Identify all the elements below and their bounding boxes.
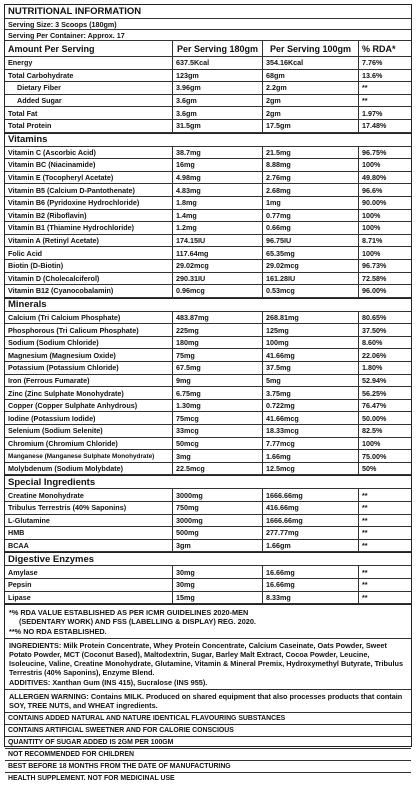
value-rda: ** — [362, 515, 368, 525]
value-rda: 49.80% — [362, 173, 387, 183]
value-rda: 100% — [362, 160, 381, 170]
statement-line: QUANTITY OF SUGAR ADDED IS 2GM PER 100GM — [5, 737, 411, 749]
value-100gm: 1mg — [263, 197, 359, 209]
value-rda: 50% — [362, 464, 377, 474]
value-rda: 100% — [362, 248, 381, 258]
statement-line: BEST BEFORE 18 MONTHS FROM THE DATE OF MANUFACTURING — [5, 761, 411, 773]
nutrient-sections — [5, 133, 411, 605]
value-rda: ** — [362, 580, 368, 590]
nutrient-name: Manganese (Manganese Sulphate Monohydrate) — [5, 450, 173, 462]
nutrient-name: Chromium (Chromium Chloride) — [5, 438, 173, 450]
statement-line: NOT RECOMMENDED FOR CHILDREN — [5, 749, 411, 761]
rda-notes — [5, 604, 411, 639]
value-100gm: 16.66mg — [263, 579, 359, 591]
table-row — [5, 235, 411, 248]
value-180gm: 67.5mg — [173, 362, 263, 374]
value-rda: 90.00% — [362, 198, 387, 208]
nutrient-name: Dietary Fiber — [5, 82, 173, 94]
table-row — [5, 312, 411, 325]
nutrient-name: Creatine Monohydrate — [5, 489, 173, 501]
nutrient-name: Phosphorous (Tri Calicum Phosphate) — [5, 324, 173, 336]
nutrient-name: Added Sugar — [5, 95, 173, 107]
value-180gm: 0.96mcg — [173, 285, 263, 297]
value-100gm: 2gm — [263, 95, 359, 107]
value-100gm: 96.75IU — [263, 235, 359, 247]
table-row — [5, 375, 411, 388]
value-100gm: 0.77mg — [263, 210, 359, 222]
value-rda: 76.47% — [362, 401, 387, 411]
table-row — [5, 463, 411, 476]
value-180gm: 4.98mg — [173, 172, 263, 184]
table-row — [5, 324, 411, 337]
value-rda: 82.5% — [362, 426, 383, 436]
value-100gm: 354.16Kcal — [263, 57, 359, 69]
table-row — [5, 349, 411, 362]
table-row — [5, 579, 411, 592]
value-rda: 1.80% — [362, 363, 383, 373]
value-rda: 96.00% — [362, 286, 387, 296]
nutrient-name: Zinc (Zinc Sulphate Monohydrate) — [5, 387, 173, 399]
serving-size: Serving Size: 3 Scoops (180gm) — [5, 19, 411, 30]
header-amount: Amount Per Serving — [5, 41, 173, 56]
value-100gm: 2.76mg — [263, 172, 359, 184]
table-row — [5, 82, 411, 95]
value-180gm: 75mcg — [173, 412, 263, 424]
value-rda: 75.00% — [362, 451, 387, 461]
macro-rows — [5, 57, 411, 133]
value-rda: ** — [362, 541, 368, 551]
nutrient-name: Vitamin C (Ascorbic Acid) — [5, 147, 173, 159]
value-180gm: 75mg — [173, 349, 263, 361]
value-180gm: 483.87mg — [173, 312, 263, 324]
nutrient-name: Total Carbohydrate — [5, 70, 173, 82]
nutrient-name: Copper (Copper Sulphate Anhydrous) — [5, 400, 173, 412]
value-rda: 13.6% — [362, 70, 383, 80]
table-row — [5, 285, 411, 298]
nutrient-name: Selenium (Sodium Selenite) — [5, 425, 173, 437]
table-row — [5, 95, 411, 108]
value-180gm: 31.5gm — [173, 120, 263, 132]
table-row — [5, 527, 411, 540]
value-100gm: 416.66mg — [263, 502, 359, 514]
table-row — [5, 210, 411, 223]
value-100gm: 37.5mg — [263, 362, 359, 374]
ingredients-text: INGREDIENTS: Milk Protein Concentrate, Whey Protein Concentrate, Calcium Caseinate, Oats Powder, Sweet Potato Powder, MCT (Coconut Based), Maltodextrin, Sugar, Barley Malt Extract, Cocoa Powder, Leucine, Isoleucine, Valine, Creatine Monohydrate, Glutamine, Vitamin & Mineral Premix, Hydroxymethyl Butyrate, Tribulus Terrestris (40% Saponins), Enzyme Blend. — [9, 640, 404, 678]
value-100gm: 1.66gm — [263, 540, 359, 552]
statement-line: HEALTH SUPPLEMENT. NOT FOR MEDICINAL USE — [8, 775, 175, 783]
value-180gm: 637.5Kcal — [173, 57, 263, 69]
nutrient-name: Iodine (Potassium Iodide) — [5, 412, 173, 424]
nutrient-name: Molybdenum (Sodium Molybdate) — [5, 463, 173, 475]
value-100gm: 68gm — [263, 70, 359, 82]
rda-note-line2: (SEDENTARY WORK) AND FSS (LABELLING & DISPLAY) REG. 2020. — [19, 617, 256, 627]
value-rda: 7.76% — [362, 58, 383, 68]
value-rda: 100% — [362, 223, 381, 233]
value-rda: 22.06% — [362, 350, 387, 360]
table-row — [5, 159, 411, 172]
value-rda: 96.75% — [362, 147, 387, 157]
nutrient-name: Tribulus Terrestris (40% Saponins) — [5, 502, 173, 514]
value-rda: 17.48% — [362, 121, 387, 131]
value-180gm: 3000mg — [173, 515, 263, 527]
value-100gm: 29.02mcg — [263, 260, 359, 272]
value-180gm: 15mg — [173, 592, 263, 604]
table-row — [5, 502, 411, 515]
value-rda: ** — [362, 96, 368, 106]
table-header — [5, 41, 411, 57]
value-100gm: 100mg — [263, 337, 359, 349]
value-100gm: 2.2gm — [263, 82, 359, 94]
value-180gm: 500mg — [173, 527, 263, 539]
nutrient-name: Vitamin BC (Niacinamide) — [5, 159, 173, 171]
section-title: Digestive Enzymes — [5, 552, 411, 566]
table-row — [5, 566, 411, 579]
value-180gm: 50mcg — [173, 438, 263, 450]
table-row — [5, 450, 411, 463]
value-100gm: 5mg — [263, 375, 359, 387]
value-100gm: 3.75mg — [263, 387, 359, 399]
nutrient-name: Magnesium (Magnesium Oxide) — [5, 349, 173, 361]
table-row — [5, 337, 411, 350]
value-180gm: 33mcg — [173, 425, 263, 437]
value-180gm: 180mg — [173, 337, 263, 349]
nutrient-name: BCAA — [5, 540, 173, 552]
value-100gm: 0.53mcg — [263, 285, 359, 297]
value-180gm: 1.4mg — [173, 210, 263, 222]
value-100gm: 277.77mg — [263, 527, 359, 539]
section-title: Minerals — [5, 298, 411, 312]
table-row — [5, 107, 411, 120]
table-row — [5, 425, 411, 438]
value-180gm: 290.31IU — [173, 273, 263, 285]
value-180gm: 117.64mg — [173, 247, 263, 259]
value-rda: 80.65% — [362, 312, 387, 322]
servings-per-container: Serving Per Container: Approx. 17 — [5, 30, 411, 41]
section-title: Vitamins — [5, 133, 411, 147]
nutrient-name: Pepsin — [5, 579, 173, 591]
value-180gm: 3.6gm — [173, 95, 263, 107]
nutrient-name: Vitamin B12 (Cyanocobalamin) — [5, 285, 173, 297]
value-rda: ** — [362, 83, 368, 93]
value-100gm: 41.66mg — [263, 349, 359, 361]
table-row — [5, 197, 411, 210]
table-row — [5, 400, 411, 413]
value-100gm: 125mg — [263, 324, 359, 336]
value-100gm: 16.66mg — [263, 566, 359, 578]
section-title: Special Ingredients — [5, 475, 411, 489]
value-rda: 72.58% — [362, 273, 387, 283]
nutrient-name: Total Fat — [5, 107, 173, 119]
value-100gm: 2gm — [263, 107, 359, 119]
value-100gm: 12.5mcg — [263, 463, 359, 475]
value-100gm: 1.66mg — [263, 450, 359, 462]
nutrient-name: Biotin (D-Biotin) — [5, 260, 173, 272]
value-100gm: 161.28IU — [263, 273, 359, 285]
value-rda: 56.25% — [362, 388, 387, 398]
value-100gm: 1666.66mg — [263, 515, 359, 527]
value-rda: 8.60% — [362, 338, 383, 348]
value-rda: 96.73% — [362, 261, 387, 271]
value-180gm: 174.15IU — [173, 235, 263, 247]
header-180gm: Per Serving 180gm — [173, 41, 263, 56]
value-rda: ** — [362, 503, 368, 513]
statements — [5, 713, 411, 784]
value-180gm: 1.8mg — [173, 197, 263, 209]
value-rda: 52.94% — [362, 375, 387, 385]
value-rda: 100% — [362, 438, 381, 448]
statement-line: CONTAINS ADDED NATURAL AND NATURE IDENTICAL FLAVOURING SUBSTANCES — [5, 713, 411, 725]
value-100gm: 41.66mcg — [263, 412, 359, 424]
table-row — [5, 273, 411, 286]
rda-note-line3: **% NO RDA ESTABLISHED. — [9, 626, 107, 636]
value-rda: ** — [362, 490, 368, 500]
table-row — [5, 387, 411, 400]
header-rda: % RDA* — [362, 43, 396, 54]
nutrient-name: Vitamin A (Retinyl Acetate) — [5, 235, 173, 247]
ingredients-block — [5, 639, 411, 690]
value-rda: 37.50% — [362, 325, 387, 335]
value-100gm: 0.722mg — [263, 400, 359, 412]
nutrient-name: Sodium (Sodium Chloride) — [5, 337, 173, 349]
value-rda: ** — [362, 592, 368, 602]
value-100gm: 1666.66mg — [263, 489, 359, 501]
nutrient-name: Vitamin D (Cholecalciferol) — [5, 273, 173, 285]
table-row — [5, 172, 411, 185]
table-row — [5, 362, 411, 375]
rda-note-line1: *% RDA VALUE ESTABLISHED AS PER ICMR GUIDELINES 2020-MEN — [9, 608, 249, 618]
value-rda: ** — [362, 528, 368, 538]
value-rda: 8.71% — [362, 236, 383, 246]
value-100gm: 7.77mcg — [263, 438, 359, 450]
value-100gm: 8.88mg — [263, 159, 359, 171]
nutrient-name: Vitamin E (Tocopheryl Acetate) — [5, 172, 173, 184]
table-row — [5, 260, 411, 273]
table-row — [5, 184, 411, 197]
nutrition-panel — [4, 4, 412, 783]
table-row — [5, 540, 411, 553]
value-180gm: 16mg — [173, 159, 263, 171]
nutrient-name: Lipase — [5, 592, 173, 604]
value-180gm: 123gm — [173, 70, 263, 82]
panel-title: NUTRITIONAL INFORMATION — [5, 5, 411, 19]
value-180gm: 750mg — [173, 502, 263, 514]
table-row — [5, 247, 411, 260]
value-rda: 100% — [362, 210, 381, 220]
value-100gm: 18.33mcg — [263, 425, 359, 437]
value-180gm: 3mg — [173, 450, 263, 462]
table-row — [5, 412, 411, 425]
value-100gm: 65.35mg — [263, 247, 359, 259]
nutrient-name: Vitamin B6 (Pyridoxine Hydrochloride) — [5, 197, 173, 209]
value-180gm: 225mg — [173, 324, 263, 336]
value-180gm: 9mg — [173, 375, 263, 387]
value-180gm: 30mg — [173, 566, 263, 578]
table-row — [5, 592, 411, 605]
value-100gm: 0.66mg — [263, 222, 359, 234]
value-180gm: 30mg — [173, 579, 263, 591]
value-100gm: 17.5gm — [263, 120, 359, 132]
value-180gm: 1.2mg — [173, 222, 263, 234]
nutrient-name: Energy — [5, 57, 173, 69]
nutrient-name: Iron (Ferrous Fumarate) — [5, 375, 173, 387]
table-row — [5, 222, 411, 235]
value-180gm: 4.83mg — [173, 184, 263, 196]
table-row — [5, 147, 411, 160]
nutrient-name: Amylase — [5, 566, 173, 578]
table-row — [5, 438, 411, 451]
value-100gm: 268.81mg — [263, 312, 359, 324]
nutrient-name: Calcium (Tri Calcium Phosphate) — [5, 312, 173, 324]
value-180gm: 38.7mg — [173, 147, 263, 159]
value-180gm: 6.75mg — [173, 387, 263, 399]
value-100gm: 8.33mg — [263, 592, 359, 604]
value-180gm: 3.6gm — [173, 107, 263, 119]
value-180gm: 22.5mcg — [173, 463, 263, 475]
table-row — [5, 70, 411, 83]
value-rda: 96.6% — [362, 185, 383, 195]
nutrient-name: Total Protein — [5, 120, 173, 132]
nutrient-name: Vitamin B1 (Thiamine Hydrochloride) — [5, 222, 173, 234]
nutrient-name: Potassium (Potassium Chloride) — [5, 362, 173, 374]
value-100gm: 2.68mg — [263, 184, 359, 196]
value-100gm: 21.5mg — [263, 147, 359, 159]
value-180gm: 3.96gm — [173, 82, 263, 94]
nutrient-name: Vitamin B5 (Calcium D-Pantothenate) — [5, 184, 173, 196]
allergen-warning: ALLERGEN WARNING: Contains MILK. Produced on shared equipment that also processes products that contain SOY, TREE NUTS, and WHEAT ingredients. — [5, 690, 411, 713]
nutrient-name: L-Glutamine — [5, 515, 173, 527]
value-180gm: 29.02mcg — [173, 260, 263, 272]
value-180gm: 3000mg — [173, 489, 263, 501]
table-row — [5, 57, 411, 70]
table-row — [5, 489, 411, 502]
nutrient-name: HMB — [5, 527, 173, 539]
nutrient-name: Vitamin B2 (Riboflavin) — [5, 210, 173, 222]
value-rda: 50.00% — [362, 413, 387, 423]
header-100gm: Per Serving 100gm — [263, 41, 359, 56]
table-row — [5, 515, 411, 528]
additives-text: ADDITIVES: Xanthan Gum (INS 415), Sucralose (INS 955). — [9, 677, 208, 687]
value-180gm: 1.30mg — [173, 400, 263, 412]
value-rda: ** — [362, 567, 368, 577]
statement-line: CONTAINS ARTIFICIAL SWEETNER AND FOR CALORIE CONSCIOUS — [5, 725, 411, 737]
nutrient-name: Folic Acid — [5, 247, 173, 259]
value-180gm: 3gm — [173, 540, 263, 552]
value-rda: 1.97% — [362, 108, 383, 118]
table-row — [5, 120, 411, 133]
